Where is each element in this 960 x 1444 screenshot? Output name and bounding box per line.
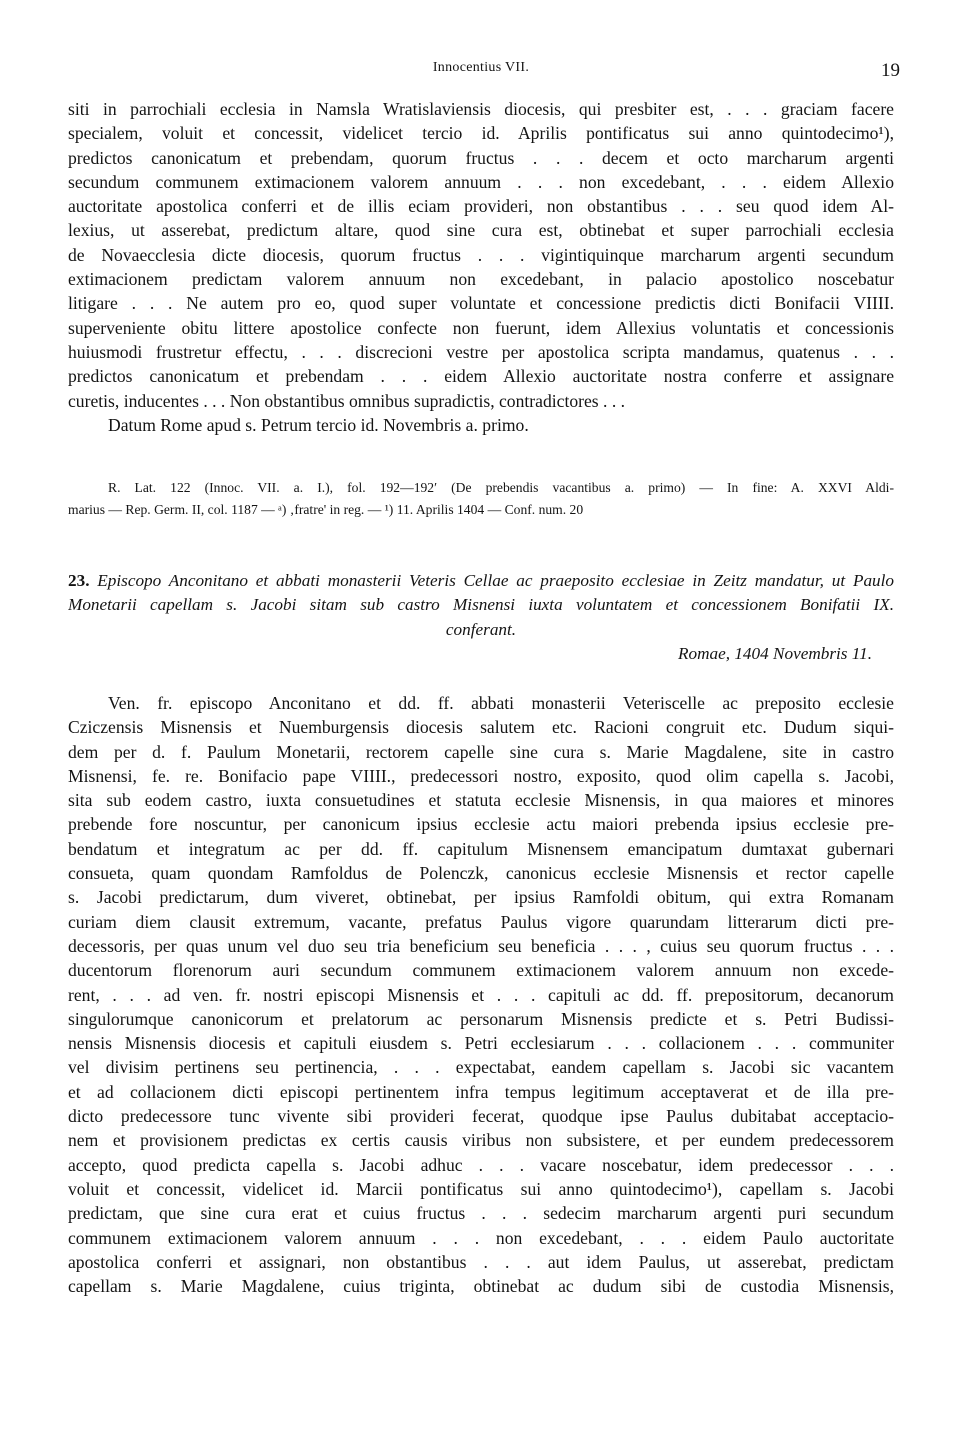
note-line: marius — Rep. Germ. II, col. 1187 — ᵃ) ‚fratre' in reg. — ¹) 11. Aprilis 1404 — Conf. num. 20 [68,501,584,517]
text-line: apostolica conferri et assignari, non obstantibus . . . aut idem Paulus, ut asserebat, predictam [68,1251,894,1272]
text-line: dem per d. f. Paulum Monetarii, rectorem capelle sine cura s. Marie Magdalene, site in castro [68,741,894,762]
text-line: litigare . . . Ne autem pro eo, quod super voluntate et concessione predictis dicti Bonifacii VIIII. [68,293,894,314]
text-line: consueta, quam quondam Ramfoldus de Polenczk, canonicus ecclesie Misnensis et rector capelle [68,863,894,884]
paragraph-continued [68,97,894,437]
text-line: prebende fore noscuntur, per canonicum ipsius ecclesie actu maiori prebenda ipsius ecclesie pre- [68,814,894,835]
text-line: lexius, ut asserebat, predictum altare, quod sine cura est, obtinebat et super parrochiali ecclesia [68,220,894,241]
text-line: vel divisim pertinens seu pertinencia, . . . expectabat, eandem capellam s. Jacobi sic vacantem [68,1057,894,1078]
text-line: bendatum et integratum ac per dd. ff. capitulum Misnensem emancipatum dumtaxat gubernari [68,838,894,859]
text-line: sita sub eodem castro, iuxta consuetudines et statuta ecclesie Misnensis, in qua maiores et minores [68,790,894,811]
text-line: curiam diem clausit extremum, vacante, prefatus Paulus vigore quarundam litterarum dicti pre- [68,911,894,932]
entry-number: 23. [68,571,90,590]
running-title: Innocentius VII. [432,60,530,75]
archival-note [68,477,894,520]
text-line: rent, . . . ad ven. fr. nostri episcopi Misnensis et . . . capituli ac dd. ff. prepositorum, decanorum [68,984,894,1005]
text-line: accepto, quod predicta capella s. Jacobi adhuc . . . vacare noscebatur, idem predecessor . . . [68,1154,894,1175]
text-line: Misnensi, fe. re. Bonifacio pape VIIII., predecessori nostro, exposito, quod olim capella s. Jacobi, [68,765,894,786]
text-line: dicto predecessore tunc vivente sibi provideri fecerat, quodque ipse Paulus dubitabat acceptacio- [68,1106,894,1127]
text-line: et ad collacionem dicti episcopi pertinentem infra tempus legitimum acceptaverat et de illa pre- [68,1081,894,1102]
text-line: predictos canonicatum et prebendam, quorum fructus . . . decem et octo marcharum argenti [68,147,894,168]
text-line: capellam s. Marie Magdalene, cuius triginta, obtinebat ac dudum sibi de custodia Misnensis, [68,1276,894,1297]
text-line: secundum communem extimacionem valorem annuum . . . non excedebant, . . . eidem Allexio [68,171,894,192]
text-line: specialem, voluit et concessit, videlicet tercio id. Aprilis pontificatus sui anno quintodecimo¹), [68,123,894,144]
page-number: 19 [881,60,900,81]
text-line: huiusmodi frustretur effectu, . . . discrecioni vestre per apostolica scripta mandamus, quatenus . . . [68,341,894,362]
text-line: siti in parrochiali ecclesia in Namsla Wratislaviensis diocesis, qui presbiter est, . . . graciam facere [68,99,894,119]
text-line: nensis Misnensis diocesis et capituli eiusdem s. Petri ecclesiarum . . . collacionem . . . communiter [68,1033,894,1054]
entry-heading [68,569,894,666]
text-line: voluit et concessit, videlicet id. Marcii pontificatus sui anno quintodecimo¹), capellam s. Jacobi [68,1178,894,1199]
text-line: curetis, inducentes . . . Non obstantibus omnibus supradictis, contradictores . . . [68,390,626,411]
text-line: nem et provisionem predictas ex certis causis viribus non subsistere, et per eundem predecessorem [68,1130,894,1151]
text-line: auctoritate apostolica conferri et de illis eciam provideri, non obstantibus . . . seu quod idem Al- [68,196,894,217]
heading-text: Episcopo Anconitano et abbati monasterii Veteris Cellae ac praeposito ecclesiae in Zeitz mandatur, ut Paulo [97,571,894,590]
text-line: singulorumque canonicorum et prelatorum ac personarum Misnensis predicte et s. Petri Budissi- [68,1008,894,1029]
heading-line [68,569,894,593]
note-line: R. Lat. 122 (Innoc. VII. a. I.), fol. 192—192′ (De prebendis vacantibus a. primo) — In fine: A. XXVI Aldi- [108,480,894,495]
dating-line: Datum Rome apud s. Petrum tercio id. Novembris a. primo. [108,414,529,435]
text-line: predictam, que sine cura erat et cuius fructus . . . sedecim marcharum argenti puri secundum [68,1203,894,1224]
text-line: de Novaecclesia dicte diocesis, quorum fructus . . . vigintiquinque marcharum argenti secundum [68,244,894,265]
text-line: ducentorum florenorum auri secundum communem extimacionem valorem annuum non excede- [68,960,894,981]
entry-body [68,691,894,1298]
text-line: s. Jacobi predictarum, dum viveret, obtinebat, per ipsius Ramfoldi obitum, qui extra Romanam [68,887,894,908]
heading-line: conferant. [445,619,517,639]
text-line: extimacionem predictam valorem annuum non excedebant, in palacio apostolico noscebatur [68,269,894,290]
text-line: superveniente obitu littere apostolice confecte non fuerunt, idem Allexius voluntatis et concessionis [68,317,894,338]
place-date: Romae, 1404 Novembris 11. [678,643,872,663]
text-line: decessoris, per quas unum vel duo seu tria beneficium seu beneficia . . . , cuius seu quorum fructus . . . [68,935,894,956]
text-line: Ven. fr. episcopo Anconitano et dd. ff. abbati monasterii Veteriscelle ac preposito ecclesie [108,693,894,713]
text-line: Cziczensis Misnensis et Nuemburgensis diocesis salutem etc. Racioni congruit etc. Dudum siqui- [68,717,894,738]
text-line: predictos canonicatum et prebendam . . . eidem Allexio auctoritate nostra conferre et assignare [68,366,894,387]
heading-line: Monetarii capellam s. Jacobi sitam sub castro Misnensi iuxta voluntatem et concessionem Bonifatii IX. [68,595,894,615]
text-line: communem extimacionem valorem annuum . . . non excedebant, . . . eidem Paulo auctoritate [68,1227,894,1248]
running-head [68,58,900,82]
